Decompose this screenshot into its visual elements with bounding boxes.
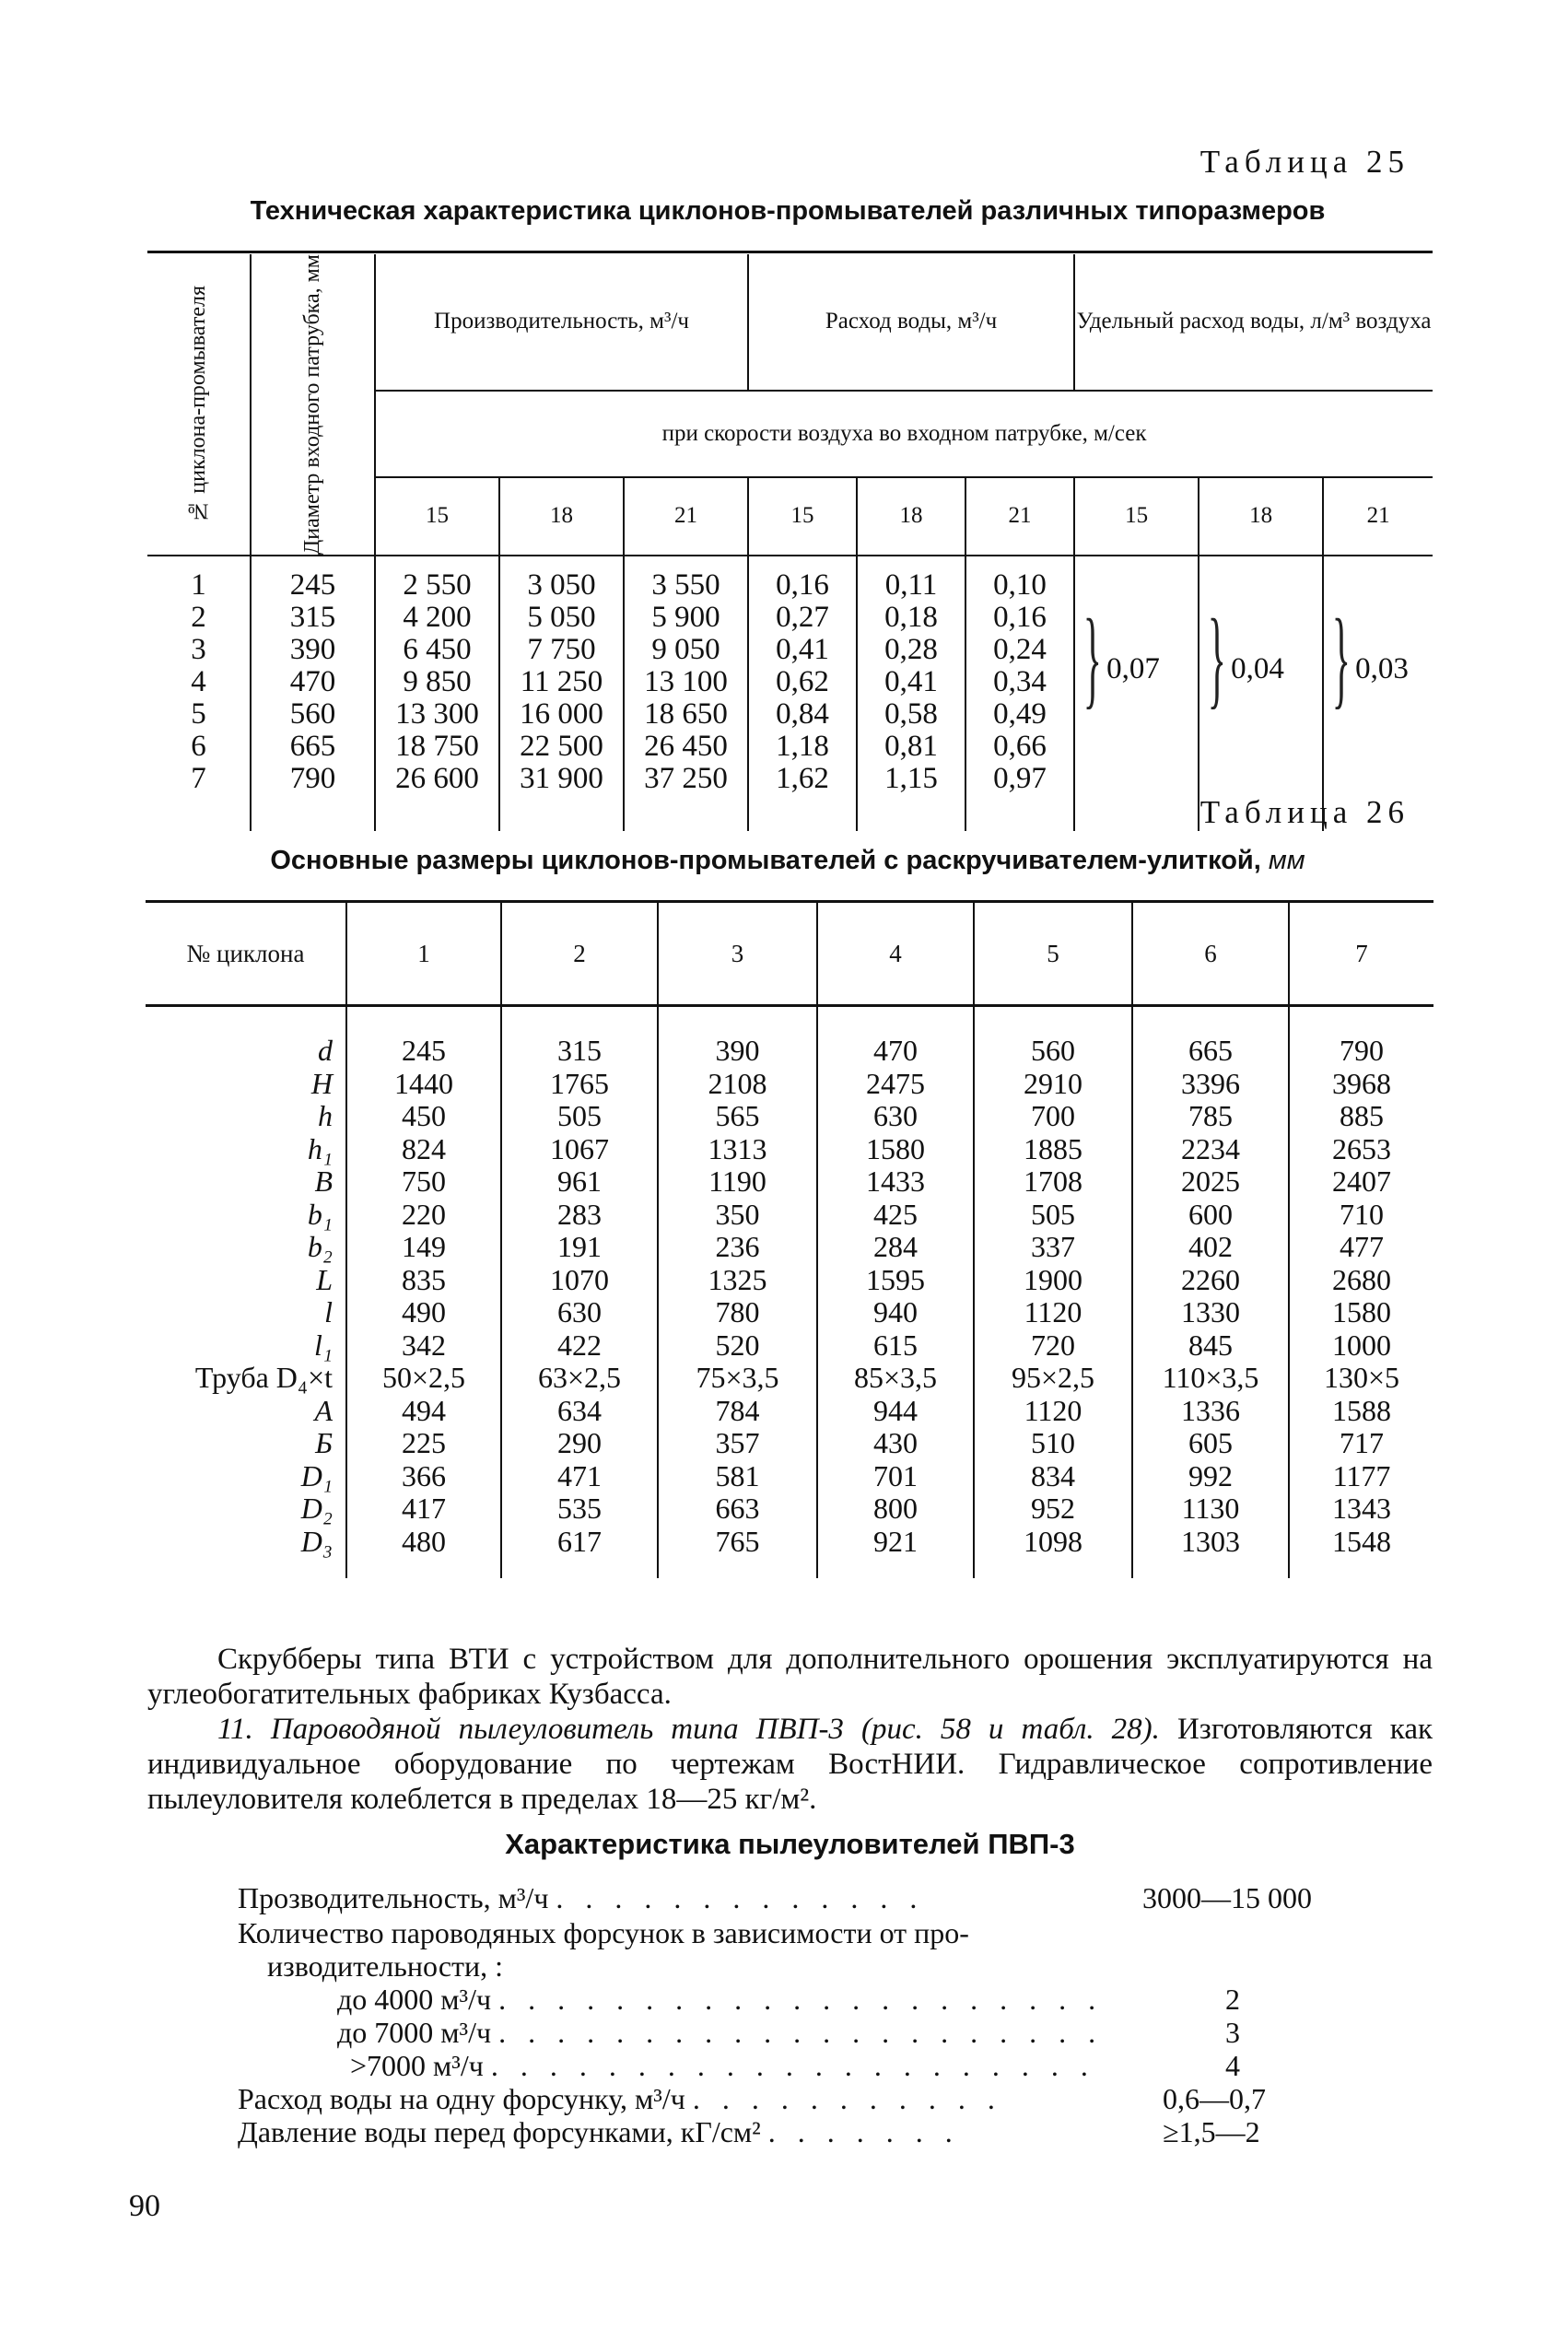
col-header-cyclone-number: № циклона-промывателя (185, 286, 210, 523)
t26-col-5: 560 2910 700 1885 1708 505 337 1900 1120 720 95×2,5 1120 510 834 952 1098 (974, 1006, 1132, 1579)
section-title: Характеристика пылеуловителей ПВП-3 (505, 1828, 1075, 1860)
t25-col-water-18: 0,11 0,18 0,28 0,41 0,58 0,81 1,15 (857, 556, 965, 831)
spec-value: 3000—15 000 (1142, 1881, 1312, 1914)
spec-label: изводительности, : (267, 1949, 504, 1983)
t26-row-names: d H h h₁ B b₁ b₂ L l l₁ Труба D₄×t A Б D₁ D₂ D₃ (194, 1034, 333, 1558)
col-header-inlet-diameter: Диаметр входного патрубка, мм (299, 254, 324, 556)
paragraph-scrubbers: Скрубберы типа ВТИ с устройством для дополнительного орошения эксплуатируются на углеобогатительных фабриках Кузбасса. (147, 1643, 1433, 1711)
spec-value: ≥1,5—2 (1163, 2115, 1260, 2148)
t25-col-perf-21: 3 550 5 900 9 050 13 100 18 650 26 450 37 250 (624, 556, 748, 831)
spec-value: 0,6—0,7 (1163, 2082, 1266, 2115)
table25-label: Таблица 25 (1199, 144, 1410, 180)
spec-label: Расход воды на одну форсунку, м³/ч (238, 2082, 685, 2115)
t26-header-col: 3 (658, 903, 817, 1006)
spec-row-over-7000: >7000 м³/ч . . . . . . . . . . . . . . . . . . . . . (350, 2049, 1095, 2082)
speed-label: 21 (965, 477, 1074, 556)
t26-col-6: 665 3396 785 2234 2025 600 402 2260 1330 845 110×3,5 1336 605 992 1130 1303 (1132, 1006, 1289, 1579)
speed-label: 15 (375, 477, 499, 556)
t25-specific-18-cell (1199, 556, 1323, 831)
table26 (146, 903, 1433, 1578)
t25-specific-15: 0,07 (1106, 652, 1160, 686)
t25-col-perf-18: 3 050 5 050 7 750 11 250 16 000 22 500 31 900 (499, 556, 624, 831)
spec-label: >7000 м³/ч (350, 2049, 484, 2082)
page-number: 90 (129, 2189, 160, 2223)
t25-col-diameter: 245 315 390 470 560 665 790 (251, 556, 375, 831)
t25-col-water-15: 0,16 0,27 0,41 0,62 0,84 1,18 1,62 (748, 556, 857, 831)
spec-value: 4 (1225, 2049, 1240, 2082)
t25-specific-15-cell (1074, 556, 1199, 831)
speed-label: 15 (748, 477, 857, 556)
paragraph-pvp3 (147, 1712, 1433, 1817)
t26-header-col: 7 (1289, 903, 1433, 1006)
spec-label: до 7000 м³/ч (337, 2016, 492, 2049)
spec-row-performance: Прозводительность, м³/ч . . . . . . . . . . . . . (238, 1881, 925, 1914)
t26-col-4: 470 2475 630 1580 1433 425 284 1595 940 615 85×3,5 944 430 701 800 921 (817, 1006, 974, 1579)
t26-header-col: 5 (974, 903, 1132, 1006)
t26-col-3: 390 2108 565 1313 1190 350 236 1325 780 520 75×3,5 784 357 581 663 765 (658, 1006, 817, 1579)
spec-label: до 4000 м³/ч (337, 1983, 492, 2016)
spec-row-4000: до 4000 м³/ч . . . . . . . . . . . . . . . . . . . . . (337, 1983, 1104, 2016)
t26-col-2: 315 1765 505 1067 961 283 191 1070 630 422 63×2,5 634 290 471 535 617 (501, 1006, 658, 1579)
spec-row-water: Расход воды на одну форсунку, м³/ч . . . . . . . . . . . (238, 2082, 1002, 2115)
table26-title (138, 846, 1437, 876)
group-header-performance: Производительность, м³/ч (375, 254, 748, 391)
t26-header-cyclone: № циклона (146, 903, 346, 1006)
t26-header-col: 6 (1132, 903, 1289, 1006)
group-header-water: Расход воды, м³/ч (748, 254, 1074, 391)
table26-title-unit: мм (1268, 846, 1305, 875)
table26-title-main: Основные размеры циклонов-промывателей с раскручивателем-улиткой, (270, 846, 1261, 875)
spec-label: Прозводительность, м³/ч (238, 1881, 549, 1914)
t26-header-col: 2 (501, 903, 658, 1006)
spec-value: 2 (1225, 1983, 1240, 2016)
spec-row-7000: до 7000 м³/ч . . . . . . . . . . . . . . . . . . . . . (337, 2016, 1104, 2049)
table25-title: Техническая характеристика циклонов-промывателей различных типоразмеров (250, 196, 1326, 226)
t26-col-1: 245 1440 450 824 750 220 149 835 490 342 50×2,5 494 225 366 417 480 (346, 1006, 501, 1579)
spec-row-pressure: Давление воды перед форсунками, кГ/см² . . . . . . . (238, 2115, 960, 2148)
paragraph-pvp3-heading: 11. Пароводяной пылеуловитель типа ПВП-3 (рис. 58 и табл. 28). (217, 1713, 1160, 1746)
t25-col-water-21: 0,10 0,16 0,24 0,34 0,49 0,66 0,97 (965, 556, 1074, 831)
speed-label: 21 (624, 477, 748, 556)
brace-icon: } (1082, 596, 1102, 720)
speed-label: 21 (1323, 477, 1433, 556)
group-header-specific: Удельный расход воды, л/м³ воздуха (1074, 254, 1433, 391)
t25-specific-21: 0,03 (1355, 652, 1409, 686)
brace-icon: } (1207, 596, 1226, 720)
t25-col-number: 1 2 3 4 5 6 7 (191, 568, 206, 796)
spec-value: 3 (1225, 2016, 1240, 2049)
speed-label: 15 (1074, 477, 1199, 556)
speed-label: 18 (857, 477, 965, 556)
t25-specific-18: 0,04 (1231, 652, 1284, 686)
t26-header-col: 4 (817, 903, 974, 1006)
speed-label: 18 (499, 477, 624, 556)
t26-header-col: 1 (346, 903, 501, 1006)
t26-col-7: 790 3968 885 2653 2407 710 477 2680 1580 1000 130×5 1588 717 1177 1343 1548 (1289, 1006, 1433, 1579)
speed-label: 18 (1199, 477, 1323, 556)
table25-top-rule (147, 251, 1433, 253)
spec-label: Давление воды перед форсунками, кГ/см² (238, 2115, 761, 2148)
t25-specific-21-cell (1323, 556, 1433, 831)
speed-header: при скорости воздуха во входном патрубке, м/сек (375, 391, 1433, 477)
paragraph-pvp3-body: Изготовляются как индивидуальное оборудование по чертежам ВостНИИ. Гидравлическое сопротивление пылеуловителя колеблется в пределах 18—25 кг/м². (147, 1713, 1433, 1816)
t25-col-perf-15: 2 550 4 200 6 450 9 850 13 300 18 750 26 600 (375, 556, 499, 831)
table25 (147, 254, 1433, 831)
spec-label: Количество пароводяных форсунок в зависимости от про- (238, 1916, 969, 1949)
table26-label: Таблица 26 (1199, 794, 1410, 830)
brace-icon: } (1331, 596, 1351, 720)
